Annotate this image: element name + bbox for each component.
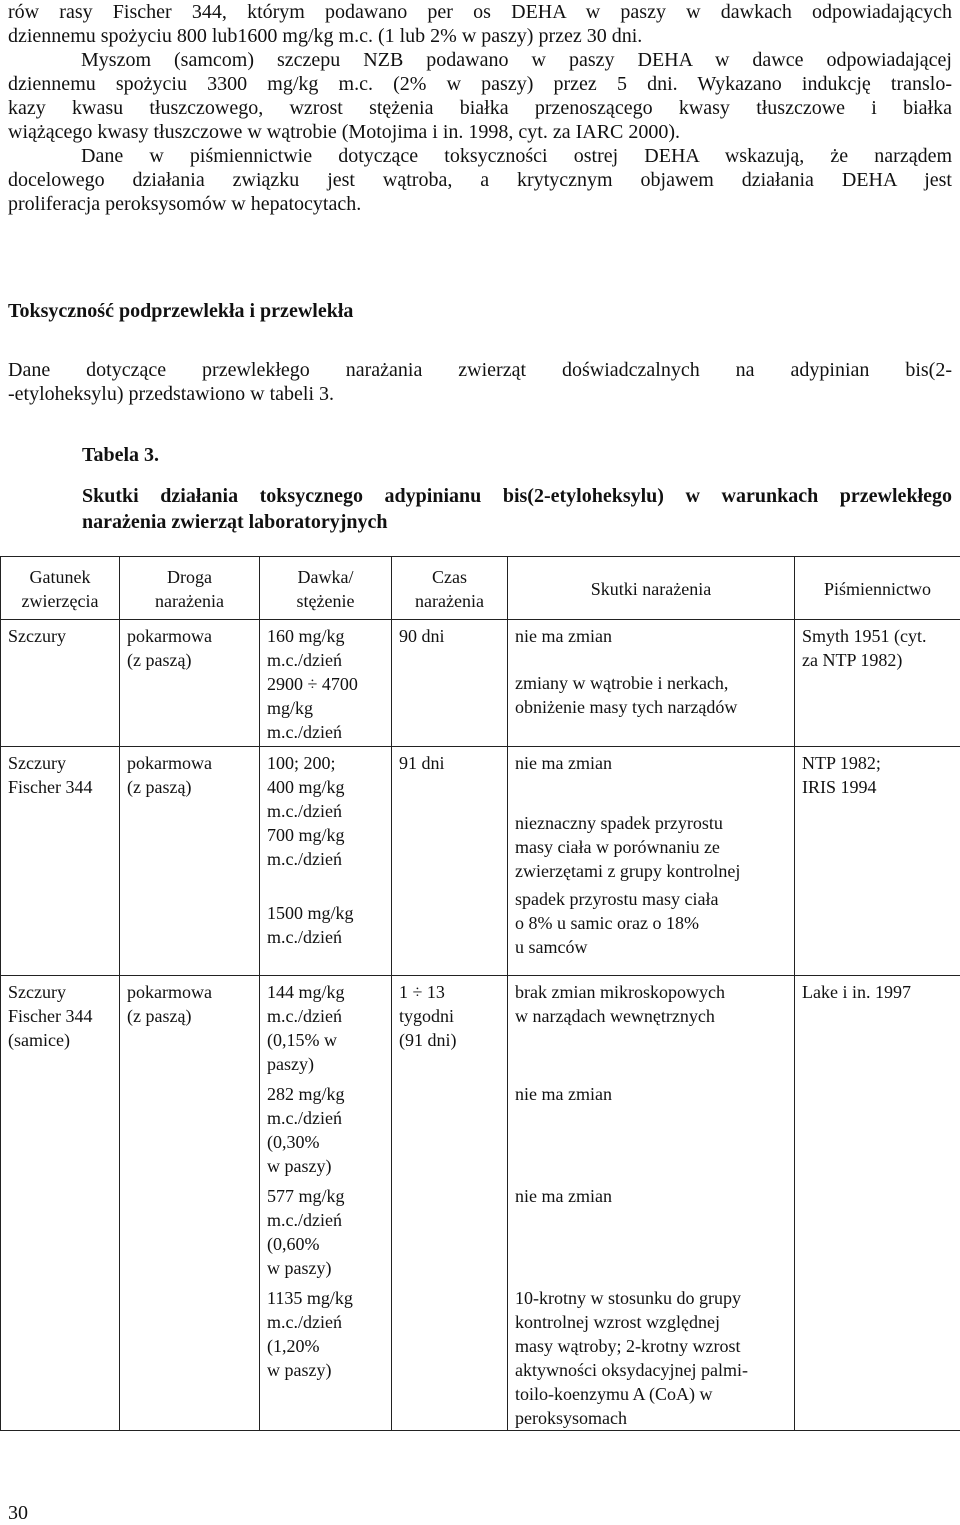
table-row [1, 747, 960, 976]
header-route: Droga narażenia [120, 557, 260, 620]
cell-effects: brak zmian mikroskopowych w narządach wewnętrznych nie ma zmian nie ma zmian 10-krotny w stosunku do grupy kontrolnej wzrost względnej masy wątroby; 2-krotny wzrost aktywności oksydacyjnej palmi- toilo-koenzymu A (CoA) w peroksysomach [508, 976, 795, 1431]
text-line: docelowego działania związku jest wątroba, a krytycznym objawem działania DEHA jest [8, 168, 952, 192]
cell-dose: 100; 200; 400 mg/kg m.c./dzień 700 mg/kg m.c./dzień 1500 mg/kg m.c./dzień [260, 747, 392, 976]
cell-effects: nie ma zmian zmiany w wątrobie i nerkach, obniżenie masy tych narządów [508, 620, 795, 747]
text-line: wiążącego kwasy tłuszczowe w wątrobie (Motojima i in. 1998, cyt. za IARC 2000). [8, 120, 952, 144]
intro-paragraph [8, 0, 952, 216]
cell-species: Szczury [1, 620, 120, 747]
table-row [1, 976, 960, 1431]
cell-route: pokarmowa (z paszą) [120, 747, 260, 976]
table-row [1, 620, 960, 747]
cell-species: Szczury Fischer 344 [1, 747, 120, 976]
cell-reference: Smyth 1951 (cyt. za NTP 1982) [795, 620, 960, 747]
text-line: kazy kwasu tłuszczowego, wzrost stężenia białka przenoszącego kwasy tłuszczowe i białka [8, 96, 952, 120]
header-species: Gatunek zwierzęcia [1, 557, 120, 620]
text-line: dziennemu spożyciu 800 lub1600 mg/kg m.c. (1 lub 2% w paszy) przez 30 dni. [8, 24, 952, 48]
section-heading: Toksyczność podprzewlekła i przewlekła [8, 300, 353, 323]
cell-time: 91 dni [392, 747, 508, 976]
table-title-line: Skutki działania toksycznego adypinianu bis(2-etyloheksylu) w warunkach przewlekłego [82, 483, 952, 509]
text-line: Dane w piśmiennictwie dotyczące toksyczności ostrej DEHA wskazują, że narządem [8, 144, 952, 168]
header-references: Piśmiennictwo [795, 557, 960, 620]
cell-route: pokarmowa (z paszą) [120, 976, 260, 1431]
section-paragraph [8, 358, 952, 406]
text-line: Myszom (samcom) szczepu NZB podawano w paszy DEHA w dawce odpowiadającej [8, 48, 952, 72]
cell-species: Szczury Fischer 344 (samice) [1, 976, 120, 1431]
text-line: -etyloheksylu) przedstawiono w tabeli 3. [8, 382, 952, 406]
text-line: proliferacja peroksysomów w hepatocytach. [8, 192, 952, 216]
table-header-row [1, 557, 960, 620]
cell-reference: NTP 1982; IRIS 1994 [795, 747, 960, 976]
cell-time: 1 ÷ 13 tygodni (91 dni) [392, 976, 508, 1431]
header-dose: Dawka/ stężenie [260, 557, 392, 620]
header-effects: Skutki narażenia [508, 557, 795, 620]
header-time: Czas narażenia [392, 557, 508, 620]
cell-time: 90 dni [392, 620, 508, 747]
text-line: rów rasy Fischer 344, którym podawano per os DEHA w paszy w dawkach odpowiadających [8, 0, 952, 24]
table-title [82, 483, 952, 535]
cell-reference: Lake i in. 1997 [795, 976, 960, 1431]
text-line: Dane dotyczące przewlekłego narażania zwierząt doświadczalnych na adypinian bis(2- [8, 358, 952, 382]
cell-dose: 144 mg/kg m.c./dzień (0,15% w paszy) 282 mg/kg m.c./dzień (0,30% w paszy) 577 mg/kg m.c./dzień (0,60% w paszy) 1135 mg/kg m.c./dzień (1,20% w paszy) [260, 976, 392, 1431]
cell-route: pokarmowa (z paszą) [120, 620, 260, 747]
table-label: Tabela 3. [82, 444, 159, 467]
table-title-line: narażenia zwierząt laboratoryjnych [82, 509, 952, 535]
cell-dose: 160 mg/kg m.c./dzień 2900 ÷ 4700 mg/kg m.c./dzień [260, 620, 392, 747]
cell-effects: nie ma zmian nieznaczny spadek przyrostu masy ciała w porównaniu ze zwierzętami z grupy kontrolnej spadek przyrostu masy ciała o 8% u samic oraz o 18% u samców [508, 747, 795, 976]
data-table [0, 556, 960, 1431]
text-line: dziennemu spożyciu 3300 mg/kg m.c. (2% w paszy) przez 5 dni. Wykazano indukcję translo- [8, 72, 952, 96]
page-number: 30 [8, 1502, 28, 1525]
